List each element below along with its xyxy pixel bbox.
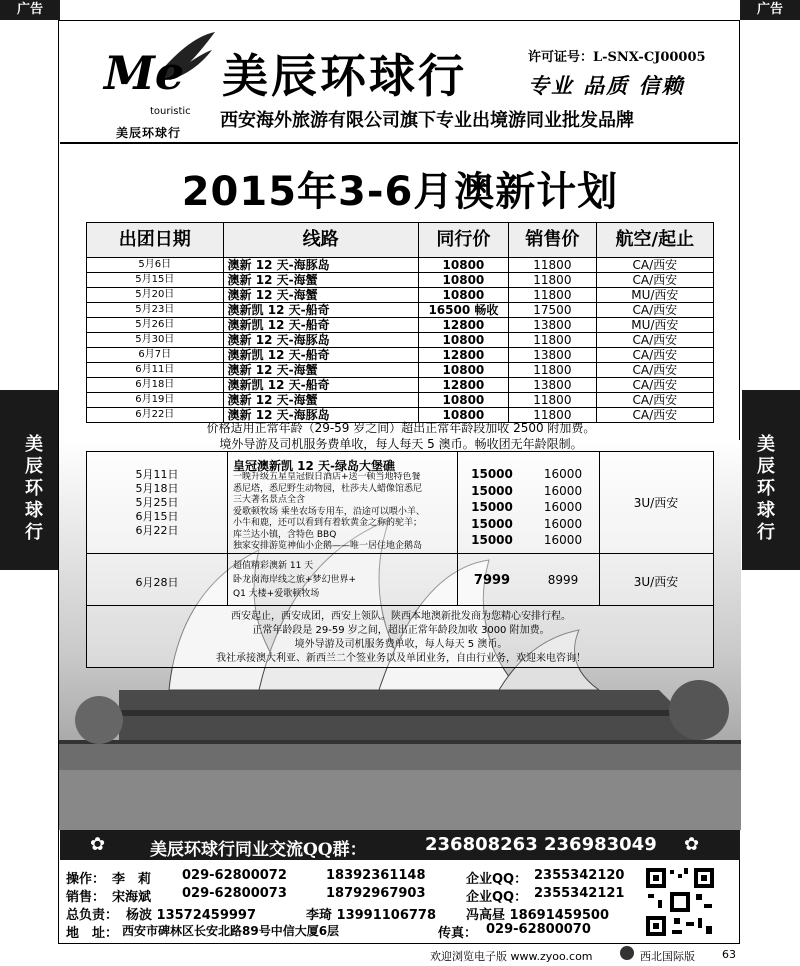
footer-logo-icon (620, 946, 634, 960)
row-date: 5月30日 (87, 333, 224, 348)
row-date: 5月26日 (87, 318, 224, 333)
qq1-label: 企业QQ： (466, 872, 528, 887)
row-sale-price: 11800 (509, 333, 597, 348)
side-text-left-label: 美辰环球行 (25, 434, 43, 543)
row-date: 5月20日 (87, 288, 224, 303)
block2-peer-price: 15000 (471, 533, 513, 547)
row-airline: CA/西安 (596, 273, 713, 288)
logo-cn: 美辰环球行 (116, 126, 182, 140)
ad-label-right: 广告 (740, 0, 800, 20)
row-date: 6月22日 (87, 408, 224, 423)
row-sale-price: 11800 (509, 363, 597, 378)
op-phone-1: 029-62800072 (182, 868, 287, 883)
row-peer-price: 10800 (418, 273, 508, 288)
row-route: 澳新 12 天-海蟹 (223, 273, 418, 288)
op-name: 李 莉 (112, 872, 152, 887)
qq-group-2: 236983049 (544, 834, 657, 855)
col-route: 线路 (223, 223, 418, 258)
row-peer-price: 10800 (418, 258, 508, 273)
row-peer-price: 12800 (418, 348, 508, 363)
package-block-3 (86, 554, 714, 606)
block3-date: 6月28日 (135, 576, 179, 589)
block2-peer-price: 15000 (471, 500, 513, 514)
row-route: 澳新凯 12 天-船奇 (223, 348, 418, 363)
row-sale-price: 11800 (509, 288, 597, 303)
boss-label: 总负责： (66, 908, 119, 923)
block2-peer-price: 15000 (471, 467, 513, 481)
col-sale-price: 销售价 (509, 223, 597, 258)
col-peer-price: 同行价 (418, 223, 508, 258)
qq-label: 美辰环球行同业交流QQ群： (150, 840, 367, 860)
contacts (66, 868, 636, 942)
block2-peer-prices (457, 466, 527, 549)
block3-airline: 3U/西安 (633, 575, 679, 589)
row-peer-price: 10800 (418, 333, 508, 348)
block2-desc-line: 一晚升级五星皇冠假日酒店+送一顿当地特色餐 (233, 472, 421, 482)
row-route: 澳新 12 天-海豚岛 (223, 333, 418, 348)
row-date: 6月7日 (87, 348, 224, 363)
row-peer-price: 16500 畅收 (418, 303, 508, 318)
col-date: 出团日期 (87, 223, 224, 258)
table-row (87, 318, 714, 333)
block3-peer-price: 7999 (473, 573, 511, 588)
boss-2: 李琦 13991106778 (306, 908, 437, 923)
header (60, 22, 738, 142)
qq1-value: 2355342120 (534, 868, 625, 883)
brand-name: 美辰环球行 (222, 49, 467, 103)
table-row (87, 363, 714, 378)
footnote-line: 我社承接澳大利亚、新西兰二个签业务以及单团业务，自由行业务，欢迎来电咨询！ (216, 653, 586, 664)
block2-peer-price: 15000 (471, 516, 513, 531)
table-row (87, 333, 714, 348)
subtitle: 西安海外旅游有限公司旗下专业出境游同业批发品牌 (220, 110, 634, 131)
boss-1: 杨波 13572459997 (126, 908, 257, 923)
block2-title: 皇冠澳新凯 12 天-绿岛大堡礁 (233, 459, 396, 473)
sales-name: 宋海斌 (112, 890, 152, 905)
block2-sale-price: 16000 (543, 467, 583, 481)
block2-date: 6月15日 (135, 510, 179, 523)
row-peer-price: 10800 (418, 363, 508, 378)
block2-sale-prices (527, 466, 599, 549)
plan-title: 2015年3-6月澳新计划 (181, 169, 619, 215)
qq-group-bar (60, 830, 740, 860)
block2-airline: 3U/西安 (633, 496, 679, 510)
block3-description (233, 559, 356, 601)
block2-date: 5月18日 (135, 482, 179, 495)
address-label: 地 址： (66, 926, 119, 941)
block2-date: 5月25日 (135, 496, 179, 509)
block2-dates (87, 468, 227, 538)
op-phone-2: 18392361148 (326, 868, 426, 883)
qr-code (644, 866, 716, 938)
footer-left: 欢迎浏览电子版 www.zyoo.com (430, 950, 593, 963)
row-peer-price: 10800 (418, 288, 508, 303)
block2-date: 6月22日 (135, 524, 179, 537)
package-block-2 (86, 451, 714, 554)
block2-sale-price: 16000 (543, 516, 583, 531)
col-airline: 航空/起止 (596, 223, 713, 258)
table-row (87, 393, 714, 408)
block2-peer-price: 15000 (471, 483, 513, 498)
footnote-line: 境外导游及司机服务费单收，每人每天 5 澳币。 (294, 639, 508, 650)
row-route: 澳新 12 天-海蟹 (223, 393, 418, 408)
qq2-value: 2355342121 (534, 886, 625, 901)
row-airline: CA/西安 (596, 408, 713, 423)
table-row (87, 273, 714, 288)
logo-sub: touristic (150, 106, 191, 117)
footnotes (86, 606, 714, 668)
row-peer-price: 12800 (418, 318, 508, 333)
block3-desc-line: Q1 大楼+爱歌顿牧场 (233, 589, 320, 599)
block2-desc-line: 小牛和鹿，还可以看到有着软黄金之称的驼羊； (233, 518, 423, 528)
page-number: 63 (722, 948, 736, 961)
block2-desc-line: 三大著名景点全含 (233, 495, 306, 505)
side-text-left (22, 434, 46, 544)
table-header-row (87, 223, 714, 258)
block2-sale-price: 16000 (543, 500, 583, 514)
row-sale-price: 17500 (509, 303, 597, 318)
footer (0, 944, 800, 966)
block2-desc-line: 悉尼塔，悉尼野生动物园，杜莎夫人蜡像馆悉尼 (233, 483, 423, 494)
row-date: 6月18日 (87, 378, 224, 393)
sales-phone-2: 18792967903 (326, 886, 426, 901)
block3-desc-line: 超值精彩澳新 11 天 (233, 561, 314, 571)
row-route: 澳新凯 12 天-船奇 (223, 378, 418, 393)
license: 许可证号：L-SNX-CJ00005 (528, 50, 706, 65)
table-row (87, 378, 714, 393)
block3-desc-line: 卧龙岗海岸线之旅+梦幻世界+ (233, 575, 357, 585)
footnote-line: 正常年龄段是 29-59 岁之间，超出正常年龄段加收 3000 附加费。 (252, 625, 550, 636)
row-peer-price: 12800 (418, 378, 508, 393)
block2-date: 5月11日 (135, 468, 179, 481)
footnote-line: 西安起止，西安成团，西安上领队。陕西本地澳新批发商为您精心安排行程。 (231, 611, 571, 622)
row-airline: CA/西安 (596, 393, 713, 408)
row-date: 5月6日 (87, 258, 224, 273)
row-airline: CA/西安 (596, 258, 713, 273)
lotus-icon-left: ✿ (90, 834, 106, 855)
block2-sale-price: 16000 (543, 533, 583, 547)
row-sale-price: 13800 (509, 318, 597, 333)
row-route: 澳新 12 天-海蟹 (223, 288, 418, 303)
lotus-icon-right: ✿ (684, 834, 700, 855)
row-route: 澳新 12 天-海蟹 (223, 363, 418, 378)
row-date: 6月11日 (87, 363, 224, 378)
row-sale-price: 11800 (509, 408, 597, 423)
row-route: 澳新凯 12 天-船奇 (223, 303, 418, 318)
row-sale-price: 13800 (509, 378, 597, 393)
row-airline: CA/西安 (596, 303, 713, 318)
row-airline: CA/西安 (596, 378, 713, 393)
row-airline: MU/西安 (596, 318, 713, 333)
logo-script: Me (104, 46, 185, 100)
side-tab-left (0, 390, 58, 570)
block2-desc-line: 爱歌顿牧场 乘坐农场专用车，沿途可以喂小羊、 (233, 506, 425, 517)
table-row (87, 258, 714, 273)
sales-phone-1: 029-62800073 (182, 886, 287, 901)
side-text-right-label: 美辰环球行 (757, 434, 775, 543)
qq-group-1: 236808263 (425, 834, 538, 855)
side-tab-right (742, 390, 800, 570)
block2-sale-price: 16000 (543, 483, 583, 498)
price-note-2: 境外导游及司机服务费单收，每人每天 5 澳币。畅收团无年龄限制。 (219, 437, 583, 451)
footer-right: 西北国际版 (640, 950, 695, 963)
row-date: 6月19日 (87, 393, 224, 408)
side-text-right (754, 434, 778, 544)
row-airline: CA/西安 (596, 348, 713, 363)
row-date: 5月23日 (87, 303, 224, 318)
schedule-table (86, 222, 714, 423)
qq2-label: 企业QQ： (466, 890, 528, 905)
table-row (87, 288, 714, 303)
row-sale-price: 11800 (509, 393, 597, 408)
fax: 029-62800070 (486, 922, 591, 937)
row-peer-price: 10800 (418, 408, 508, 423)
row-sale-price: 11800 (509, 258, 597, 273)
row-route: 澳新凯 12 天-船奇 (223, 318, 418, 333)
op-label: 操作： (66, 872, 106, 887)
sales-label: 销售： (66, 890, 106, 905)
header-divider (60, 142, 738, 144)
row-airline: CA/西安 (596, 363, 713, 378)
block3-sale-price: 8999 (547, 573, 579, 587)
row-sale-price: 13800 (509, 348, 597, 363)
row-date: 5月15日 (87, 273, 224, 288)
block2-desc-line: 库兰达小镇，含特色 BBQ (233, 529, 337, 540)
row-peer-price: 10800 (418, 393, 508, 408)
row-route: 澳新 12 天-海豚岛 (223, 258, 418, 273)
table-row (87, 348, 714, 363)
row-route: 澳新 12 天-海豚岛 (223, 408, 418, 423)
row-airline: MU/西安 (596, 288, 713, 303)
row-airline: CA/西安 (596, 333, 713, 348)
price-note-1: 价格适用正常年龄（29-59 岁之间）超出正常年龄段加收 2500 附加费。 (206, 421, 596, 435)
block2-description (233, 472, 458, 553)
block2-desc-line: 独家安排游览神仙小企鹅——唯一居住地企鹅岛 (233, 541, 423, 551)
slogan: 专业 品质 信赖 (528, 74, 685, 98)
address: 西安市碑林区长安北路89号中信大厦6层 (122, 924, 340, 938)
fax-label: 传真： (438, 926, 478, 941)
footnote-lines (87, 610, 715, 666)
boss-3: 冯高昼 18691459500 (466, 908, 610, 923)
row-sale-price: 11800 (509, 273, 597, 288)
ad-label-left: 广告 (0, 0, 60, 20)
logo (90, 32, 220, 142)
table-row (87, 303, 714, 318)
